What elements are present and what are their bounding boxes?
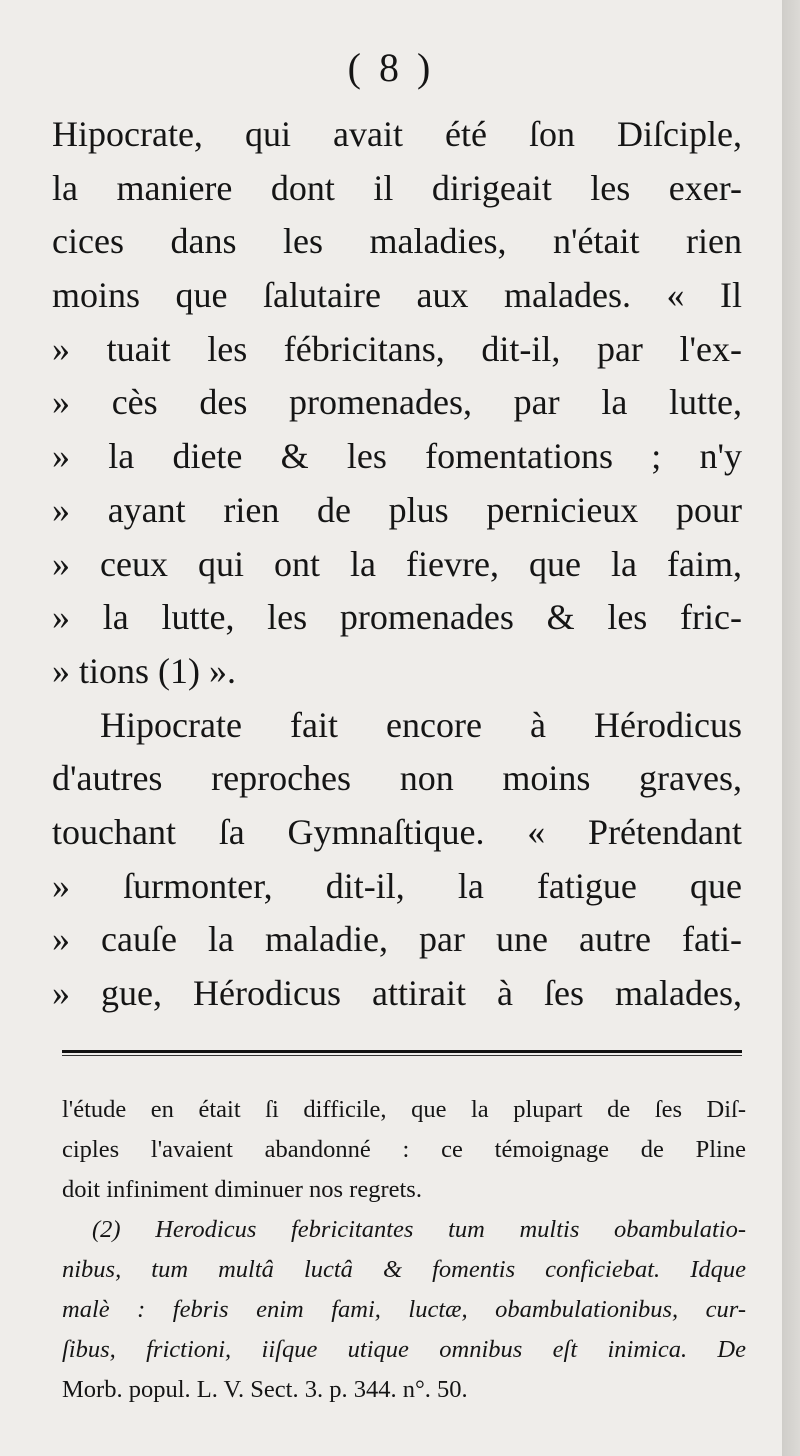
text-line: touchant ſa Gymnaſtique. « Prétendant	[52, 811, 742, 852]
text-line: » cès des promenades, par la lutte,	[52, 382, 742, 423]
text-line: » tions (1) ».	[52, 650, 236, 691]
page-number: ( 8 )	[347, 45, 435, 90]
text-line: » la diete & les fomentations ; n'y	[52, 436, 742, 477]
text-line: Hipocrate fait encore à Hérodicus	[100, 704, 742, 745]
footnote-line: ciples l'avaient abandonné : ce témoignage de Pline	[62, 1136, 746, 1163]
text-line: moins que ſalutaire aux malades. « Il	[52, 275, 742, 316]
footnotes	[62, 1090, 746, 1410]
page-edge	[782, 0, 800, 1456]
footnote-line: malè : febris enim fami, luctæ, obambulationibus, cur-	[62, 1296, 746, 1323]
main-text	[52, 108, 742, 1021]
text-line: » ceux qui ont la fievre, que la faim,	[52, 543, 742, 584]
footnote-line: ſibus, frictioni, iiſque utique omnibus eſt inimica. De	[62, 1336, 746, 1363]
footnote-line: Morb. popul. L. V. Sect. 3. p. 344. n°. 50.	[62, 1376, 468, 1403]
footnote-line: (2) Herodicus febricitantes tum multis obambulatio-	[92, 1216, 746, 1243]
text-line: » cauſe la maladie, par une autre fati-	[52, 919, 742, 960]
text-line: Hipocrate, qui avait été ſon Diſciple,	[52, 114, 742, 154]
text-line: » ayant rien de plus pernicieux pour	[52, 489, 742, 530]
text-line: » la lutte, les promenades & les fric-	[52, 597, 742, 638]
footnote-rule	[62, 1050, 742, 1056]
text-line: la maniere dont il dirigeait les exer-	[52, 167, 742, 208]
footnote-line: nibus, tum multâ luctâ & fomentis conficiebat. Idque	[62, 1256, 746, 1283]
text-line: » gue, Hérodicus attirait à ſes malades,	[52, 973, 742, 1013]
footnote-line: doit infiniment diminuer nos regrets.	[62, 1176, 422, 1203]
text-line: cices dans les maladies, n'était rien	[52, 221, 742, 262]
text-line: d'autres reproches non moins graves,	[52, 758, 742, 799]
text-line: » tuait les fébricitans, dit-il, par l'ex-	[52, 328, 742, 369]
text-line: » ſurmonter, dit-il, la fatigue que	[52, 865, 742, 906]
footnote-line: l'étude en était ſi difficile, que la plupart de ſes Diſ-	[62, 1096, 746, 1123]
